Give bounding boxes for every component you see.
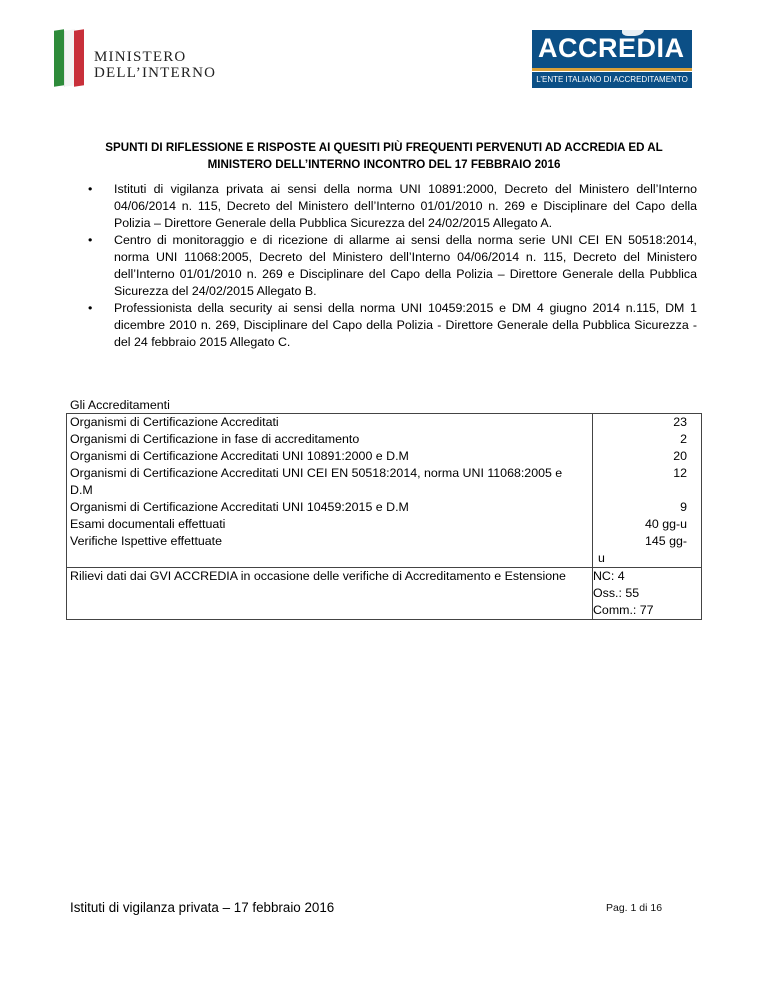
table-row xyxy=(67,568,702,620)
list-item: • Centro di monitoraggio e di ricezione di allarme ai sensi della norma serie UNI CEI EN 50518:2014, norma UNI 11068:2005, Decreto del Ministero dell’Interno 04/06/2014 n. 115, Decreto del Ministero dell’Interno 01/01/2010 n. 269 e Disciplinare del Capo della Polizia – Direttore Generale della Pubblica Sicurezza del 24/02/2015 Allegato B. xyxy=(88,233,697,298)
accredia-logo xyxy=(532,30,692,88)
accredia-logo-text: ACCREDIA xyxy=(538,33,685,63)
page-number: Pag. 1 di 16 xyxy=(606,902,663,914)
list-item: • Professionista della security ai sensi della norma UNI 10459:2015 e DM 4 giugno 2014 n.115, DM 1 dicembre 2010 n. 269, Disciplinare del Capo della Polizia - Direttore Generale della Pubblica Sicurezza - del 24 febbraio 2015 Allegato C. xyxy=(88,301,697,349)
table-cell-label: Rilievi dati dai GVI ACCREDIA in occasione delle verifiche di Accreditamento e Estensione xyxy=(67,568,593,620)
table-row xyxy=(67,414,702,568)
scope-bullet-list xyxy=(88,181,697,351)
table-cell-values: 23 2 20 12 9 40 gg-u 145 gg- u xyxy=(592,414,701,568)
accreditamenti-table xyxy=(66,413,702,620)
italian-flag-icon xyxy=(54,30,84,86)
table-cell-labels: Organismi di Certificazione Accreditati Organismi di Certificazione in fase di accreditamento Organismi di Certificazione Accreditati UNI 10891:2000 e D.M Organismi di Certificazione Accreditati UNI CEI EN 50518:2014, norma UNI 11068:2005 e D.M Organismi di Certificazione Accreditati UNI 10459:2015 e D.M Esami documentali effettuati Verifiche Ispettive effettuate xyxy=(67,414,593,568)
document-title: SPUNTI DI RIFLESSIONE E RISPOSTE AI QUESITI PIÙ FREQUENTI PERVENUTI AD ACCREDIA ED AL MINISTERO DELL’INTERNO INCONTRO DEL 17 FEBBRAIO 2016 xyxy=(105,141,663,171)
ministero-logo-text: MINISTERO DELL’INTERNO xyxy=(94,49,217,81)
table-cell-values: NC: 4 Oss.: 55 Comm.: 77 xyxy=(592,568,701,620)
ministero-interno-logo xyxy=(40,22,270,102)
list-item: • Istituti di vigilanza privata ai sensi della norma UNI 10891:2000, Decreto del Ministero dell’Interno 04/06/2014 n. 115, Decreto del Ministero dell’Interno 01/01/2010 n. 269 e Disciplinare del Capo della Polizia – Direttore Generale della Pubblica Sicurezza del 24/02/2015 Allegato A. xyxy=(88,182,697,230)
accreditamenti-heading: Gli Accreditamenti xyxy=(70,398,170,412)
footer-title: Istituti di vigilanza privata – 17 febbraio 2016 xyxy=(70,900,335,915)
accredia-tagline: L’ENTE ITALIANO DI ACCREDITAMENTO xyxy=(532,72,692,88)
